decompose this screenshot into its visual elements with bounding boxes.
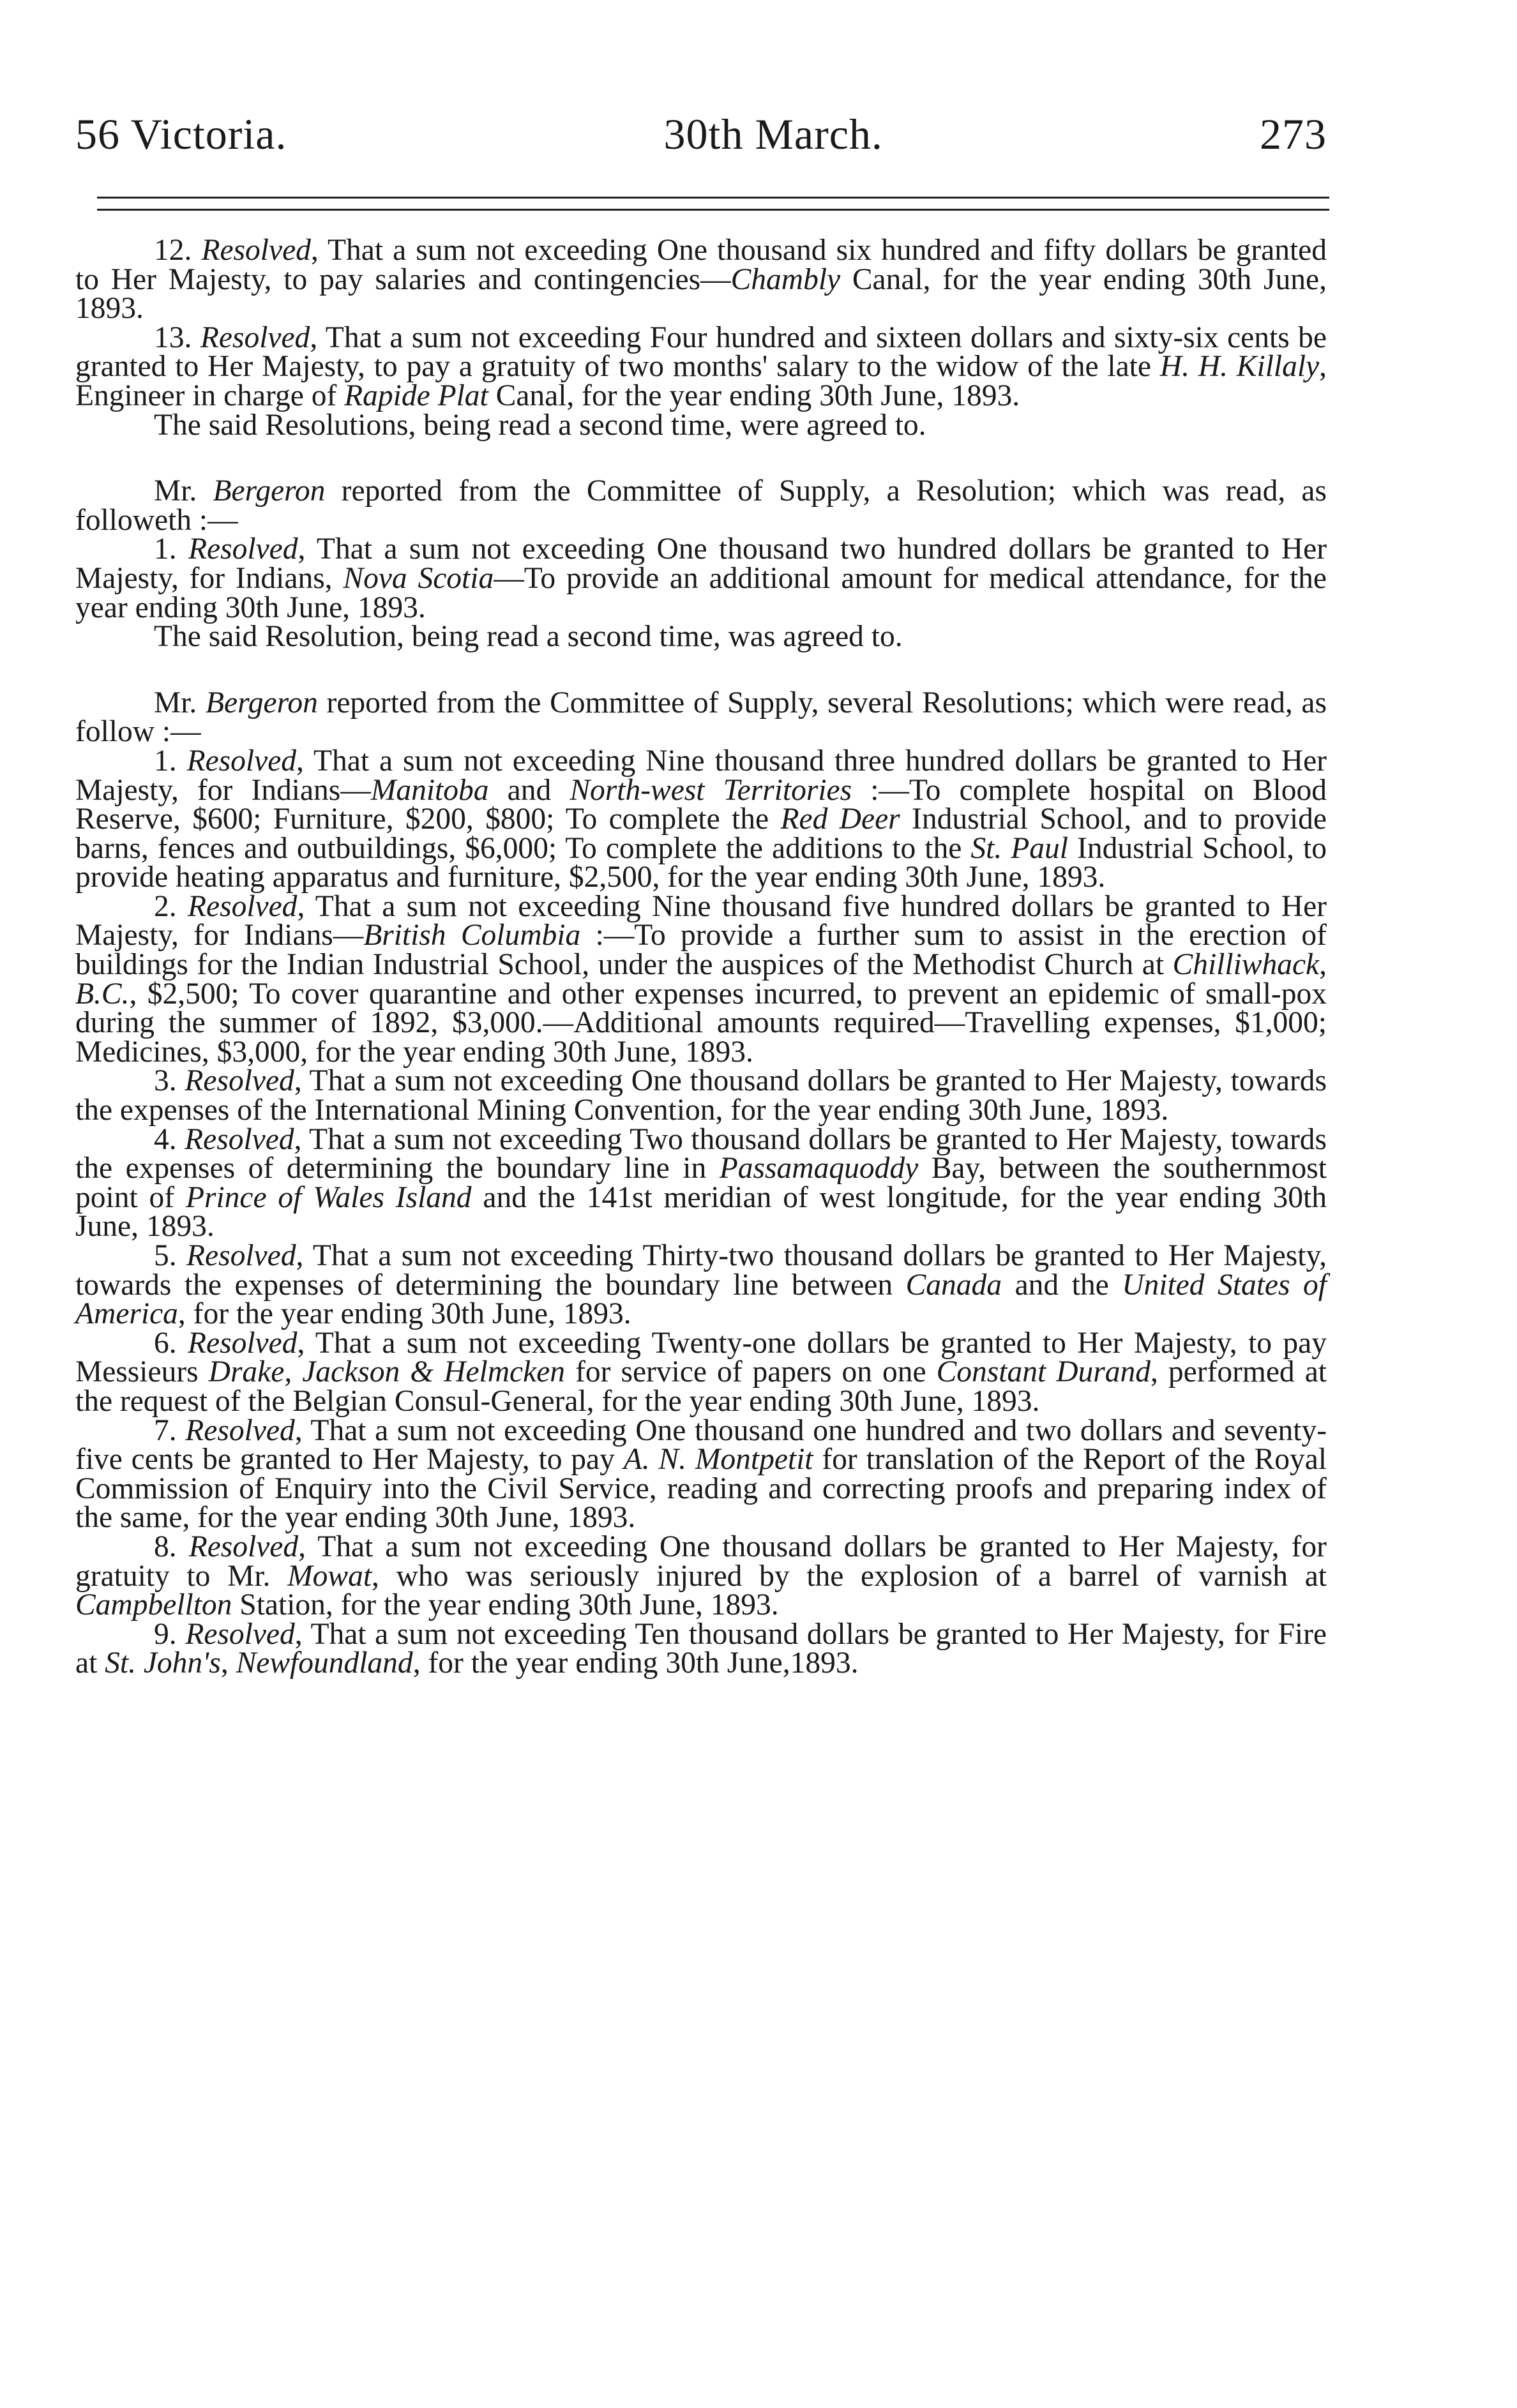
- paragraph: 7. Resolved, That a sum not exceeding One thousand one hundred and two dollars and seventy-five cents be granted to Her Majesty, to pay A. N. Montpetit for translation of the Report of the Royal Commission of Enquiry into the Civil Service, reading and correcting proofs and preparing index of the same, for the year ending 30th June, 1893.: [75, 1413, 1327, 1535]
- paragraph: 6. Resolved, That a sum not exceeding Twenty-one dollars be granted to Her Majesty, to pay Messieurs Drake, Jackson & Helmcken for service of papers on one Constant Durand, performed at the request of the Belgian Consul-General, for the year ending 30th June, 1893.: [75, 1326, 1327, 1418]
- journal-body: [75, 236, 1327, 1678]
- paragraph: 9. Resolved, That a sum not exceeding Ten thousand dollars be granted to Her Majesty, for Fire at St. John's, Newfoundland, for the year ending 30th June,1893.: [75, 1617, 1327, 1680]
- page-header: [75, 109, 1327, 160]
- paragraph: 4. Resolved, That a sum not exceeding Two thousand dollars be granted to Her Majesty, towards the expenses of determining the boundary line in Passamaquoddy Bay, between the southernmost point of Prince of Wales Island and the 141st meridian of west longitude, for the year ending 30th June, 1893.: [75, 1122, 1327, 1244]
- paragraph: 13. Resolved, That a sum not exceeding Four hundred and sixteen dollars and sixty-six cents be granted to Her Majesty, to pay a gratuity of two months' salary to the widow of the late H. H. Killaly, Engineer in charge of Rapide Plat Canal, for the year ending 30th June, 1893.: [75, 320, 1327, 412]
- paragraph: 1. Resolved, That a sum not exceeding Nine thousand three hundred dollars be granted to Her Majesty, for Indians—Manitoba and North-west Territories :—To complete hospital on Blood Reserve, $600; Furniture, $200, $800; To complete the Red Deer Industrial School, and to provide barns, fences and outbuildings, $6,000; To complete the additions to the St. Paul Industrial School, to provide heating apparatus and furniture, $2,500, for the year ending 30th June, 1893.: [75, 744, 1327, 894]
- section-gap: [75, 440, 1327, 477]
- section-gap: [75, 652, 1327, 689]
- paragraph: The said Resolutions, being read a second time, were agreed to.: [154, 408, 926, 442]
- paragraph: 5. Resolved, That a sum not exceeding Thirty-two thousand dollars be granted to Her Majesty, towards the expenses of determining the boundary line between Canada and the United States of America, for the year ending 30th June, 1893.: [75, 1239, 1327, 1331]
- header-date: 30th March.: [663, 110, 883, 158]
- paragraph: 12. Resolved, That a sum not exceeding One thousand six hundred and fifty dollars be granted to Her Majesty, to pay salaries and contingencies—Chambly Canal, for the year ending 30th June, 1893.: [75, 234, 1327, 326]
- page: [75, 109, 1327, 1678]
- paragraph: 3. Resolved, That a sum not exceeding One thousand dollars be granted to Her Majesty, towards the expenses of the International Mining Convention, for the year ending 30th June, 1893.: [75, 1064, 1327, 1127]
- header-rule: [97, 197, 1329, 211]
- paragraph: 1. Resolved, That a sum not exceeding One thousand two hundred dollars be granted to Her Majesty, for Indians, Nova Scotia—To provide an additional amount for medical attendance, for the year ending 30th June, 1893.: [75, 532, 1327, 624]
- header-session: 56 Victoria.: [75, 110, 287, 158]
- paragraph: Mr. Bergeron reported from the Committee of Supply, a Resolution; which was read, as followeth :—: [75, 474, 1327, 537]
- paragraph: 8. Resolved, That a sum not exceeding One thousand dollars be granted to Her Majesty, for gratuity to Mr. Mowat, who was seriously injured by the explosion of a barrel of varnish at Campbellton Station, for the year ending 30th June, 1893.: [75, 1530, 1327, 1622]
- page-number: 273: [1259, 110, 1327, 158]
- paragraph: 2. Resolved, That a sum not exceeding Nine thousand five hundred dollars be granted to Her Majesty, for Indians—British Columbia :—To provide a further sum to assist in the erection of buildings for the Indian Industrial School, under the auspices of the Methodist Church at Chilliwhack, B.C., $2,500; To cover quarantine and other expenses incurred, to prevent an epidemic of small-pox during the summer of 1892, $3,000.—Additional amounts required—Travelling expenses, $1,000; Medicines, $3,000, for the year ending 30th June, 1893.: [75, 889, 1327, 1069]
- paragraph: Mr. Bergeron reported from the Committee of Supply, several Resolutions; which were read, as follow :—: [75, 686, 1327, 749]
- paragraph: The said Resolution, being read a second time, was agreed to.: [154, 620, 903, 654]
